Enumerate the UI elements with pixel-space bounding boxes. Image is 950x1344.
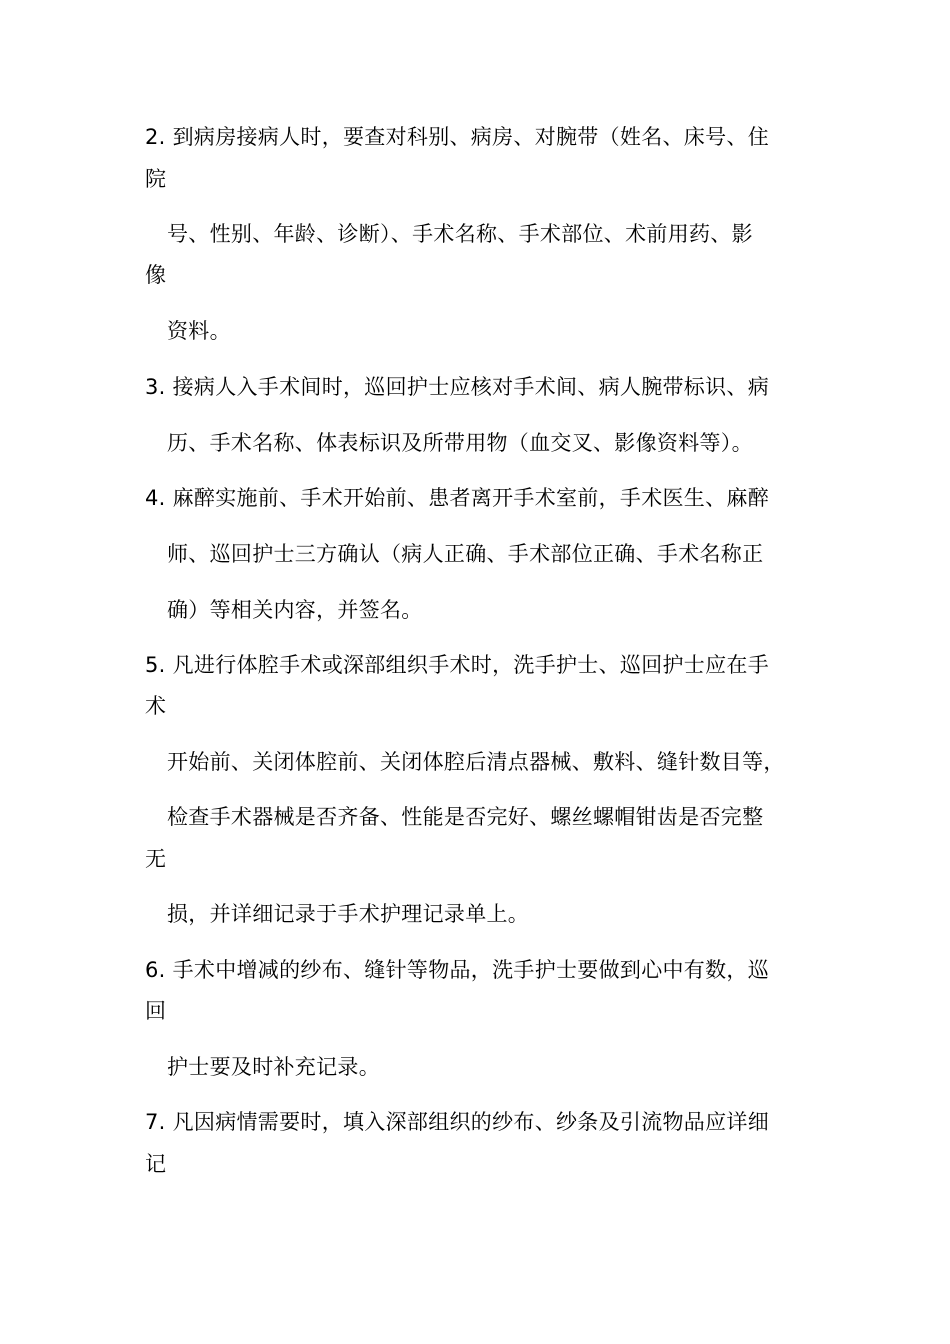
item-4-line-2: 师、巡回护士三方确认（病人正确、手术部位正确、手术名称正 [167, 542, 764, 566]
item-3-line-2: 历、手术名称、体表标识及所带用物（血交叉、影像资料等）。 [167, 431, 753, 455]
item-3-line-1: 3. 接病人入手术间时，巡回护士应核对手术间、病人腕带标识、病 [145, 375, 770, 399]
item-2-line-3: 号、性别、年龄、诊断）、手术名称、手术部位、术前用药、影 [167, 222, 753, 246]
item-4-line-1: 4. 麻醉实施前、手术开始前、患者离开手术室前，手术医生、麻醉 [145, 486, 770, 510]
item-6-line-2: 回 [145, 999, 167, 1023]
item-2-line-5: 资料。 [167, 319, 231, 343]
item-5-line-4: 检查手术器械是否齐备、性能是否完好、螺丝螺帽钳齿是否完整 [167, 805, 764, 829]
item-5-line-5: 无 [145, 847, 167, 871]
item-7-line-1: 7. 凡因病情需要时，填入深部组织的纱布、纱条及引流物品应详细 [145, 1110, 770, 1134]
item-5-line-2: 术 [145, 694, 167, 718]
item-5-line-1: 5. 凡进行体腔手术或深部组织手术时，洗手护士、巡回护士应在手 [145, 653, 770, 677]
item-2-line-2: 院 [145, 167, 167, 191]
item-5-line-3: 开始前、关闭体腔前、关闭体腔后清点器械、敷料、缝针数目等， [167, 750, 785, 774]
item-4-line-3: 确）等相关内容，并签名。 [167, 598, 423, 622]
item-6-line-3: 护士要及时补充记录。 [167, 1055, 380, 1079]
item-7-line-2: 记 [145, 1152, 167, 1176]
item-2-line-4: 像 [145, 263, 167, 287]
item-6-line-1: 6. 手术中增减的纱布、缝针等物品，洗手护士要做到心中有数，巡 [145, 958, 770, 982]
item-5-line-6: 损，并详细记录于手术护理记录单上。 [167, 902, 530, 926]
item-2-line-1: 2. 到病房接病人时，要查对科别、病房、对腕带（姓名、床号、住 [145, 125, 770, 149]
